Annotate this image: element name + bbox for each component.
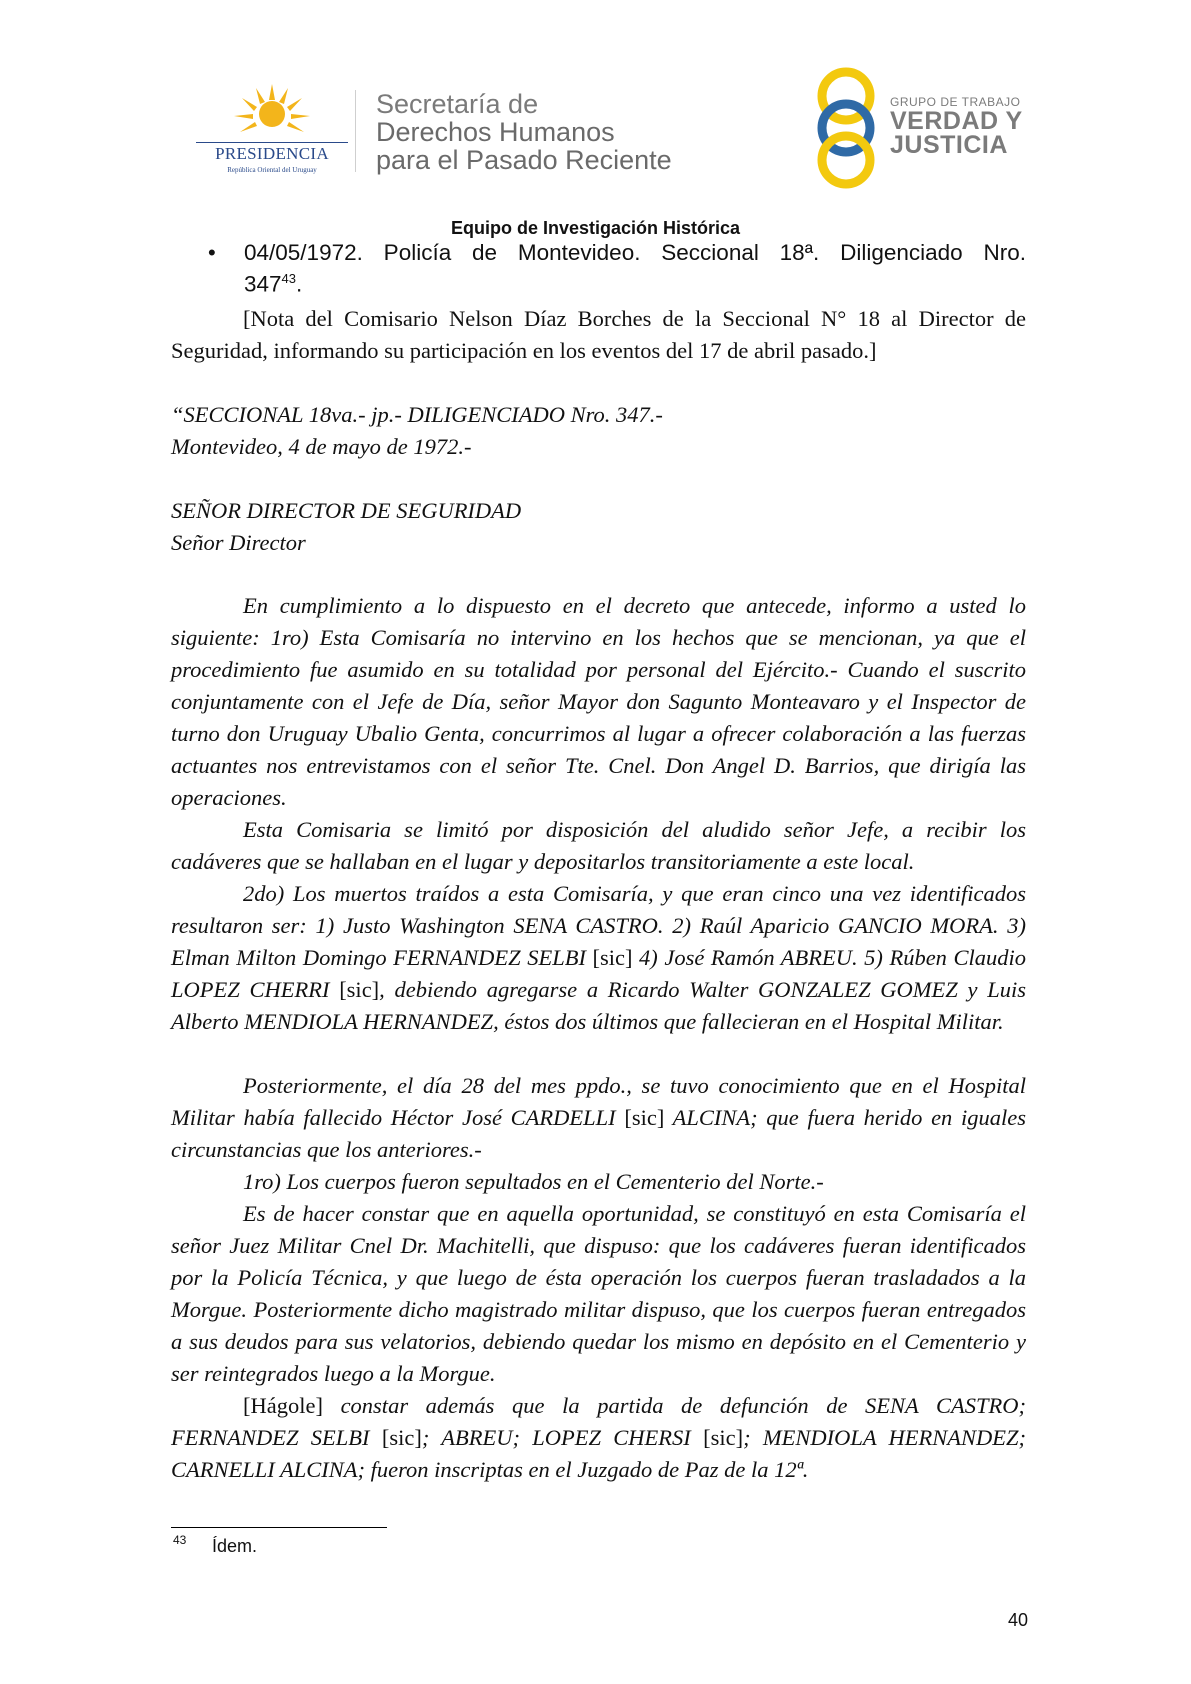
paragraph-7-b: ; ABREU; LOPEZ CHERSI [421,1425,704,1450]
sun-emblem-icon [234,84,310,140]
secretaria-logo-text [376,90,672,174]
bullet-line-2-text: 347 [244,271,282,297]
paragraph-7 [171,1390,1026,1486]
secretaria-line-1: Secretaría de [376,89,539,119]
paragraph-3-c: , debiendo agregarse a Ricardo Walter GONZALEZ GOMEZ y Luis Alberto MENDIOLA HERNANDEZ, éstos dos últimos que fallecieran en el Hospital Militar. [171,977,1026,1034]
bullet-line-2-end: . [296,271,303,297]
presidencia-subtext: República Oriental del Uruguay [227,166,317,174]
paragraph-5: 1ro) Los cuerpos fueron sepultados en el Cementerio del Norte.- [243,1169,824,1194]
presidencia-logo [192,78,352,178]
heading-line-1: “SECCIONAL 18va.- jp.- DILIGENCIADO Nro. 347.- [171,402,663,427]
paragraph-6: Es de hacer constar que en aquella oportunidad, se constituyó en esta Comisaría el señor Juez Militar Cnel Dr. Machitelli, que dispuso: que los cadáveres fueran identificados por la Policía Técnica, y que luego de ésta operación los cuerpos fueran trasladados a la Morgue. Posteriormente dicho magistrado militar dispuso, que los cuerpos fueran entregados a sus deudos para sus velatorios, debiendo quedar los mismo en depósito en el Cementerio y ser reintegrados luego a la Morgue. [171,1201,1026,1386]
paragraph-1: En cumplimiento a lo dispuesto en el decreto que antecede, informo a usted lo siguiente: 1ro) Esta Comisaría no intervino en los hechos que se mencionan, ya que el procedimiento fue asumido en su totalidad por personal del Ejército.- Cuando el suscrito conjuntamente con el Jefe de Día, señor Mayor don Sagunto Monteavaro y el Inspector de turno don Uruguay Ubalio Genta, concurrimos al lugar a ofrecer colaboración a las fuerzas actuantes nos entrevistamos con el señor Tte. Cnel. Don Angel D. Barrios, que dirigía las operaciones. [171,593,1026,810]
presidencia-text: PRESIDENCIA [215,144,329,163]
paragraph-3-b: 4) José Ramón ABREU. 5) Rúben Claudio LOPEZ CHERRI [171,945,1026,1002]
paragraph-3-a: 2do) Los muertos traídos a esta Comisaría, y que eran cinco una vez identificados resultaron ser: 1) Justo Washington SENA CASTRO. 2) Raúl Aparicio GANCIO MORA. 3) Elman Milton Domingo FERNANDEZ SELBI [171,881,1026,970]
paragraph-7-a: constar además que la partida de defunción de SENA CASTRO; FERNANDEZ SELBI [171,1393,1026,1450]
salutation-line-1: SEÑOR DIRECTOR DE SEGURIDAD [171,498,522,523]
paragraph-3 [171,878,1026,1038]
sic-note: [sic] [592,945,633,970]
presidencia-divider [196,142,348,143]
secretaria-line-2: Derechos Humanos [376,117,615,147]
sic-note: [sic] [381,1425,422,1450]
salutation-line-2: Señor Director [171,530,306,555]
team-heading: Equipo de Investigación Histórica [450,218,741,238]
heading-line-2: Montevideo, 4 de mayo de 1972.- [171,434,472,459]
gtvj-line-3: JUSTICIA [890,131,1008,159]
bullet-line-1: 04/05/1972. Policía de Montevideo. Seccional 18ª. Diligenciado Nro. [244,240,1026,265]
bullet-icon: • [208,240,216,265]
paragraph-2: Esta Comisaria se limitó por disposición del aludido señor Jefe, a recibir los cadáveres que se hallaban en el lugar y depositarlos transitoriamente a este local. [171,817,1026,874]
salutation [171,495,1026,559]
document-heading [171,399,1026,463]
gtvj-line-2: VERDAD Y [890,107,1023,135]
secretaria-line-3: para el Pasado Reciente [376,145,672,175]
page-number: 40 [1008,1610,1029,1630]
paragraph-4-a: Posteriormente, el día 28 del mes ppdo., se tuvo conocimiento que en el Hospital Militar había fallecido Héctor José CARDELLI [171,1073,1026,1130]
paragraph-7-c: ; MENDIOLA HERNANDEZ; CARNELLI ALCINA; fueron inscriptas en el Juzgado de Paz de la 12ª. [171,1425,1026,1482]
footnote-number: 43 [173,1533,187,1547]
note-paragraph: [Nota del Comisario Nelson Díaz Borches de la Seccional N° 18 al Director de Seguridad, informando su participación en los eventos del 17 de abril pasado.] [171,306,1026,363]
gtvj-logo-text [890,95,1023,157]
footnote-text: Ídem. [212,1536,258,1556]
sic-note: [sic] [339,977,380,1002]
paragraph-4 [171,1070,1026,1166]
sic-note: [sic] [703,1425,744,1450]
bullet-line-2 [244,271,302,298]
gtvj-line-1: GRUPO DE TRABAJO [890,95,1021,109]
footnote-divider [171,1527,387,1528]
header-divider [355,90,356,172]
editor-insertion: [Hágole] [243,1393,323,1418]
footnote-ref[interactable]: 43 [281,271,297,286]
sic-note: [sic] [624,1105,665,1130]
paragraph-4-b: ALCINA; que fuera herido en iguales circunstancias que los anteriores.- [171,1105,1026,1162]
